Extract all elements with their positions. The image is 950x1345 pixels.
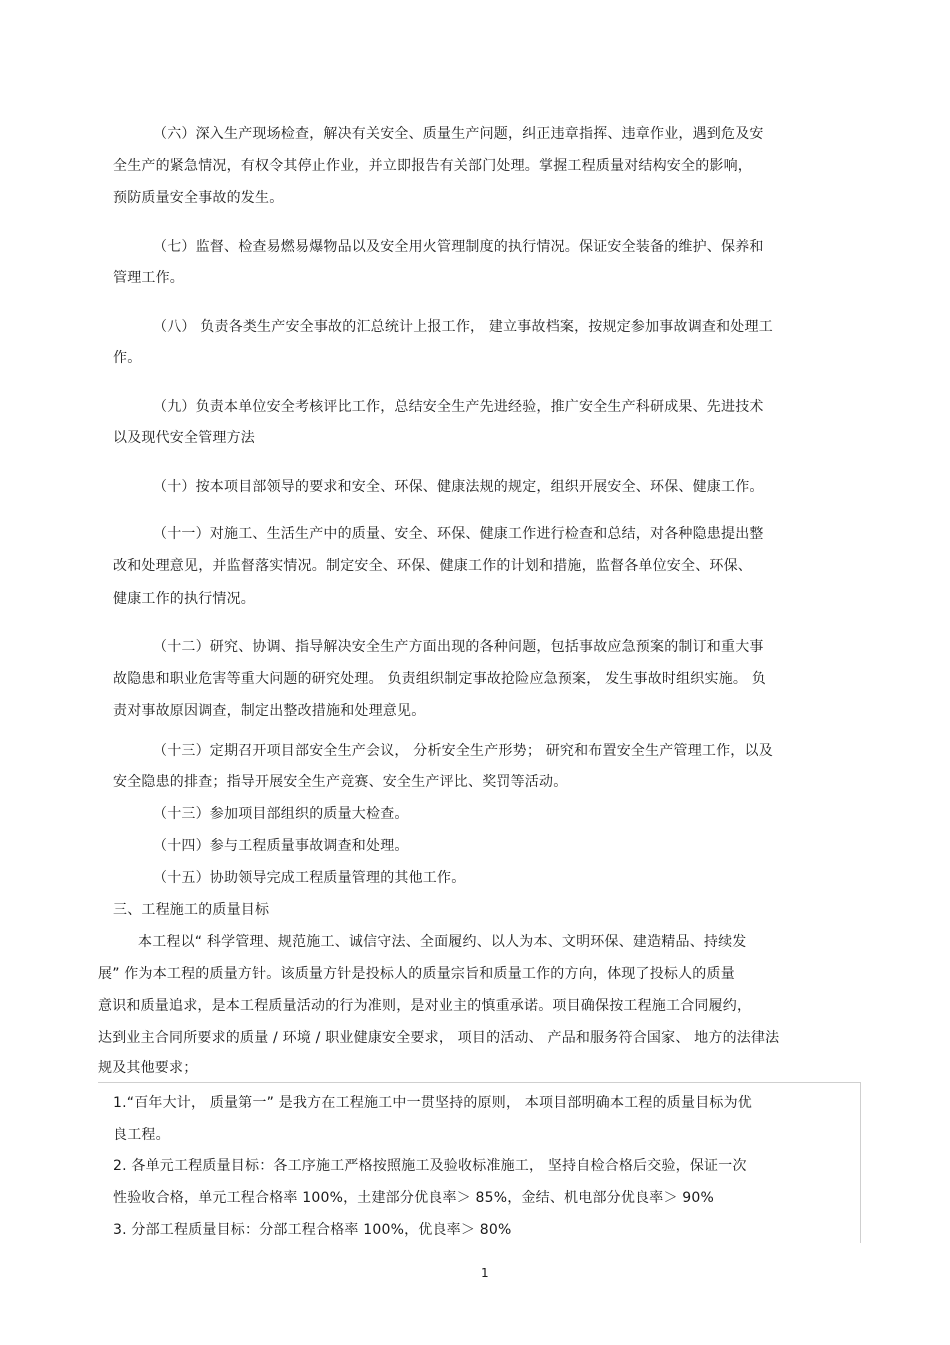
text-line: 责对事故原因调查，制定出整改措施和处理意见。 bbox=[113, 703, 426, 719]
text-line: 规及其他要求； bbox=[98, 1060, 198, 1076]
text-line: 改和处理意见，并监督落实情况。制定安全、环保、健康工作的计划和措施，监督各单位安全、环保、 bbox=[113, 558, 752, 574]
text-line: （八） 负责各类生产安全事故的汇总统计上报工作， 建立事故档案，按规定参加事故调查和处理工 bbox=[153, 319, 773, 335]
text-line: （九）负责本单位安全考核评比工作，总结安全生产先进经验，推广安全生产科研成果、先进技术 bbox=[153, 399, 764, 415]
text-line: 故隐患和职业危害等重大问题的研究处理。 负责组织制定事故抢险应急预案， 发生事故时组织实施。 负 bbox=[113, 671, 766, 687]
text-line: （六）深入生产现场检查，解决有关安全、质量生产问题，纠正违章指挥、违章作业，遇到危及安 bbox=[153, 126, 764, 142]
text-line: （十二）研究、协调、指导解决安全生产方面出现的各种问题，包括事故应急预案的制订和重大事 bbox=[153, 639, 764, 655]
text-line: 健康工作的执行情况。 bbox=[113, 591, 255, 607]
text-line: 良工程。 bbox=[113, 1127, 170, 1143]
text-line: 预防质量安全事故的发生。 bbox=[113, 190, 284, 206]
text-line: （十四）参与工程质量事故调查和处理。 bbox=[153, 838, 409, 854]
text-line: 本工程以“ 科学管理、规范施工、诚信守法、全面履约、以人为本、文明环保、建造精品、持续发 bbox=[138, 934, 747, 950]
text-line: （十三）参加项目部组织的质量大检查。 bbox=[153, 806, 409, 822]
text-line: 安全隐患的排查；指导开展安全生产竞赛、安全生产评比、奖罚等活动。 bbox=[113, 774, 568, 790]
text-line: 意识和质量追求，是本工程质量活动的行为准则，是对业主的慎重承诺。项目确保按工程施工合同履约， bbox=[98, 998, 752, 1014]
text-line: 展” 作为本工程的质量方针。该质量方针是投标人的质量宗旨和质量工作的方向，体现了投标人的质量 bbox=[98, 966, 735, 982]
text-line: 作。 bbox=[113, 350, 142, 366]
text-line: 2. 各单元工程质量目标：各工序施工严格按照施工及验收标准施工， 坚持自检合格后交验，保证一次 bbox=[113, 1158, 747, 1174]
page-number: 1 bbox=[481, 1266, 489, 1280]
text-line: 3. 分部工程质量目标：分部工程合格率 100%，优良率＞ 80% bbox=[113, 1222, 512, 1238]
text-line: （十）按本项目部领导的要求和安全、环保、健康法规的规定，组织开展安全、环保、健康工作。 bbox=[153, 479, 764, 495]
text-line: 以及现代安全管理方法 bbox=[113, 430, 255, 446]
text-line: （十一）对施工、生活生产中的质量、安全、环保、健康工作进行检查和总结，对各种隐患提出整 bbox=[153, 526, 764, 542]
text-line: 全生产的紧急情况，有权令其停止作业，并立即报告有关部门处理。掌握工程质量对结构安全的影响， bbox=[113, 158, 752, 174]
text-line: （十五）协助领导完成工程质量管理的其他工作。 bbox=[153, 870, 466, 886]
text-line: （七）监督、检查易燃易爆物品以及安全用火管理制度的执行情况。保证安全装备的维护、保养和 bbox=[153, 239, 764, 255]
text-line: 性验收合格，单元工程合格率 100%，土建部分优良率＞ 85%，金结、机电部分优良率＞ 90% bbox=[113, 1190, 715, 1206]
text-line: （十三）定期召开项目部安全生产会议， 分析安全生产形势； 研究和布置安全生产管理工作，以及 bbox=[153, 743, 773, 759]
text-line: 管理工作。 bbox=[113, 270, 184, 286]
section-heading: 三、工程施工的质量目标 bbox=[113, 902, 270, 918]
text-line: 达到业主合同所要求的质量 / 环境 / 职业健康安全要求， 项目的活动、 产品和服务符合国家、 地方的法律法 bbox=[98, 1030, 780, 1046]
text-line: 1.“百年大计， 质量第一” 是我方在工程施工中一贯坚持的原则， 本项目部明确本工程的质量目标为优 bbox=[113, 1095, 753, 1111]
